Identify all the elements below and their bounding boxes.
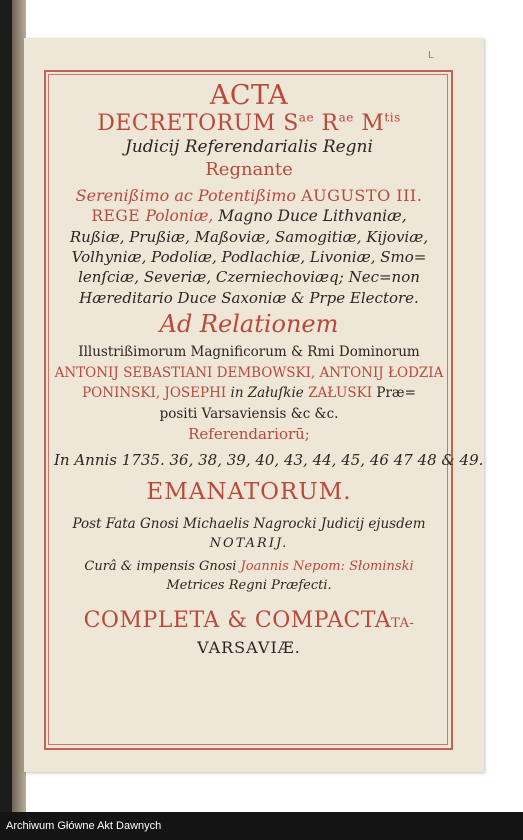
line-varsaviae: VARSAVIÆ. xyxy=(197,638,301,657)
line-emanatorum: EMANATORUM. xyxy=(146,478,352,505)
title-decretorum-text: DECRETORUM S xyxy=(97,111,299,137)
line-notarij: NOTARIJ. xyxy=(209,535,289,551)
line-lensciae: lenſciæ, Severiæ, Czerniechoviæq; Nec=non xyxy=(78,268,420,287)
line-regnante: Regnante xyxy=(205,158,293,180)
line-completa xyxy=(54,608,444,633)
cura-text: Curâ & impensis Gnosi xyxy=(84,558,241,574)
line-cura xyxy=(54,560,444,575)
sup-tis: tis xyxy=(384,110,401,125)
line-serenissimo xyxy=(54,187,444,205)
line-metrices: Metrices Regni Præfecti. xyxy=(166,577,332,593)
line-russiae: Rußiæ, Prußiæ, Maßoviæ, Samogitiæ, Kijoviæ, xyxy=(69,227,429,246)
title-acta: ACTA xyxy=(209,80,289,111)
title-text-block xyxy=(54,80,484,657)
line-judicij: Judicij Referendarialis Regni xyxy=(125,137,373,158)
line-post-fata: Post Fata Gnosi Michaelis Nagrocki Judicij ejusdem xyxy=(72,516,426,533)
line-names-3: positi Varsaviensis &c &c. xyxy=(159,405,339,422)
title-m: M xyxy=(353,111,385,137)
lithvaniae-text: Magno Duce Lithvaniæ, xyxy=(218,206,407,225)
archive-footer xyxy=(0,812,523,840)
zaluskie-text: in Załuſkie xyxy=(230,385,309,402)
manuscript-page xyxy=(24,38,484,772)
line-ad-relationem: Ad Relationem xyxy=(159,309,339,338)
line-names-1: ANTONIJ SEBASTIANI DEMBOWSKI, ANTONIJ ŁODZIA xyxy=(54,364,444,381)
seren-text: Serenißimo ac Potentißimo xyxy=(75,185,302,205)
rege-text: REGE xyxy=(91,206,146,225)
poloniae-text: Poloniæ, xyxy=(145,206,219,225)
title-r: R xyxy=(314,111,339,137)
line-in-annis: In Annis 1735. 36, 38, 39, 40, 43, 44, 45, 46 47 48 & 49. xyxy=(54,450,484,469)
completa-ta-text: TA- xyxy=(391,615,415,631)
line-names-2 xyxy=(54,386,444,402)
line-haereditario: Hæreditario Duce Saxoniæ & Prpe Electore. xyxy=(79,288,419,307)
prae-text: Præ= xyxy=(376,385,416,402)
archive-credit: Archiwum Główne Akt Dawnych xyxy=(6,820,162,832)
poninski-text: PONINSKI, JOSEPHI xyxy=(82,385,231,402)
completa-text: COMPLETA & COMPACTA xyxy=(83,607,392,633)
line-rege xyxy=(54,208,444,226)
augusto-text: AUGUSTO III. xyxy=(301,185,423,205)
archive-mark: L xyxy=(428,50,434,61)
book-binding xyxy=(0,0,12,812)
zaluski-text: ZAŁUSKI xyxy=(308,385,377,402)
line-illustrissimorum: Illustrißimorum Magnificorum & Rmi Dominorum xyxy=(78,344,420,361)
title-decretorum xyxy=(54,111,444,136)
slominski-text: Joannis Nepom: Słominski xyxy=(240,558,414,574)
sup-ae-1: ae xyxy=(298,110,315,125)
sup-ae-2: ae xyxy=(338,110,354,125)
line-referendariorum: Referendariorū; xyxy=(188,425,310,444)
line-volhyniae: Volhyniæ, Podoliæ, Podlachiæ, Livoniæ, Smo= xyxy=(71,248,427,267)
